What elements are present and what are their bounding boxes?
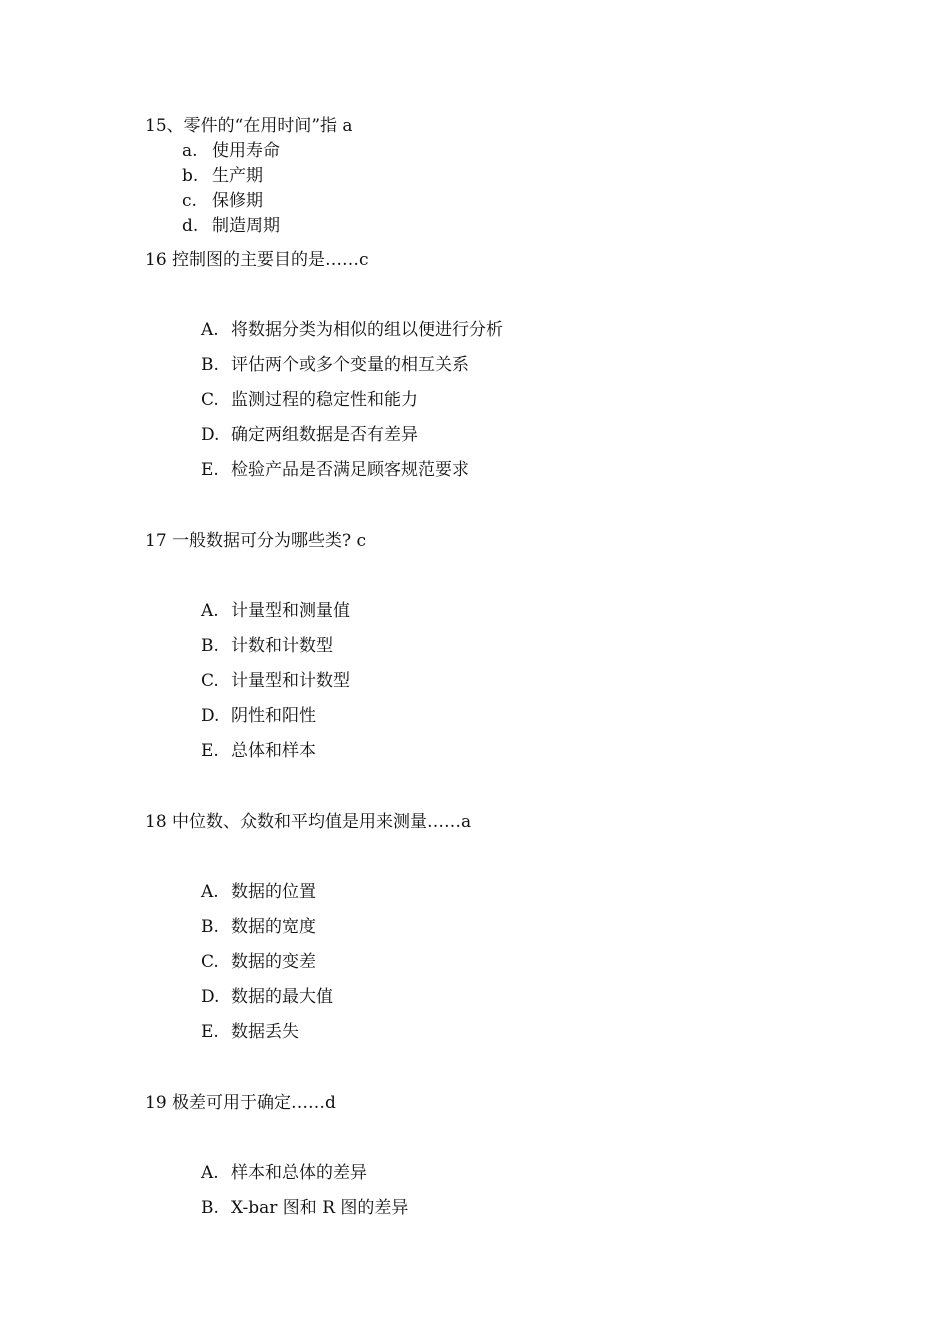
option-text: 数据丢失 xyxy=(231,1022,299,1042)
option-text: 检验产品是否满足顾客规范要求 xyxy=(231,460,469,480)
question-18-stem: 18 中位数、众数和平均值是用来测量……a xyxy=(145,812,472,832)
question-18-option-c xyxy=(201,952,316,972)
question-15-option-a xyxy=(182,141,280,161)
option-letter: A. xyxy=(201,320,219,340)
question-17-option-e xyxy=(201,741,316,761)
question-16-option-d xyxy=(201,425,418,445)
option-letter: D. xyxy=(201,706,220,726)
question-16-option-a xyxy=(201,320,503,340)
option-letter: b. xyxy=(182,166,199,186)
question-18-option-d xyxy=(201,987,333,1007)
question-16-option-c xyxy=(201,390,418,410)
question-19-option-a xyxy=(201,1163,367,1183)
option-letter: C. xyxy=(201,390,219,410)
option-letter: A. xyxy=(201,1163,219,1183)
option-text: 将数据分类为相似的组以便进行分析 xyxy=(231,320,503,340)
question-15-stem: 15、零件的“在用时间”指 a xyxy=(145,116,353,136)
question-18-option-e xyxy=(201,1022,299,1042)
option-letter: C. xyxy=(201,952,219,972)
option-text: 计数和计数型 xyxy=(231,636,333,656)
option-text: X-bar 图和 R 图的差异 xyxy=(231,1198,409,1218)
option-text: 确定两组数据是否有差异 xyxy=(231,425,418,445)
question-17-option-c xyxy=(201,671,350,691)
option-letter: A. xyxy=(201,601,219,621)
option-letter: A. xyxy=(201,882,219,902)
option-text: 使用寿命 xyxy=(212,141,280,161)
question-17-option-a xyxy=(201,601,350,621)
option-text: 生产期 xyxy=(212,166,263,186)
option-letter: c. xyxy=(182,191,197,211)
option-text: 总体和样本 xyxy=(231,741,316,761)
question-16-stem: 16 控制图的主要目的是……c xyxy=(145,250,369,270)
question-15-option-d xyxy=(182,216,280,236)
question-16-option-e xyxy=(201,460,469,480)
option-text: 数据的位置 xyxy=(231,882,316,902)
question-17-option-b xyxy=(201,636,333,656)
option-letter: a. xyxy=(182,141,198,161)
option-letter: D. xyxy=(201,987,220,1007)
question-15-option-b xyxy=(182,166,263,186)
option-text: 阴性和阳性 xyxy=(231,706,316,726)
option-text: 数据的最大值 xyxy=(231,987,333,1007)
question-19-option-b xyxy=(201,1198,408,1218)
option-letter: B. xyxy=(201,917,219,937)
option-text: 计量型和测量值 xyxy=(231,601,350,621)
question-17-option-d xyxy=(201,706,316,726)
option-letter: d. xyxy=(182,216,199,236)
option-letter: D. xyxy=(201,425,220,445)
option-text: 样本和总体的差异 xyxy=(231,1163,367,1183)
option-text: 计量型和计数型 xyxy=(231,671,350,691)
option-text: 数据的变差 xyxy=(231,952,316,972)
option-text: 保修期 xyxy=(212,191,263,211)
option-text: 评估两个或多个变量的相互关系 xyxy=(231,355,469,375)
option-text: 制造周期 xyxy=(212,216,280,236)
question-15-option-c xyxy=(182,191,263,211)
option-letter: B. xyxy=(201,355,219,375)
option-text: 监测过程的稳定性和能力 xyxy=(231,390,418,410)
option-letter: C. xyxy=(201,671,219,691)
option-letter: B. xyxy=(201,636,219,656)
question-17-stem: 17 一般数据可分为哪些类? c xyxy=(145,531,367,551)
question-18-option-b xyxy=(201,917,316,937)
question-16-option-b xyxy=(201,355,469,375)
option-letter: E. xyxy=(201,460,219,480)
option-text: 数据的宽度 xyxy=(231,917,316,937)
option-letter: E. xyxy=(201,741,219,761)
question-19-stem: 19 极差可用于确定……d xyxy=(145,1093,336,1113)
option-letter: E. xyxy=(201,1022,219,1042)
question-18-option-a xyxy=(201,882,316,902)
option-letter: B. xyxy=(201,1198,219,1218)
